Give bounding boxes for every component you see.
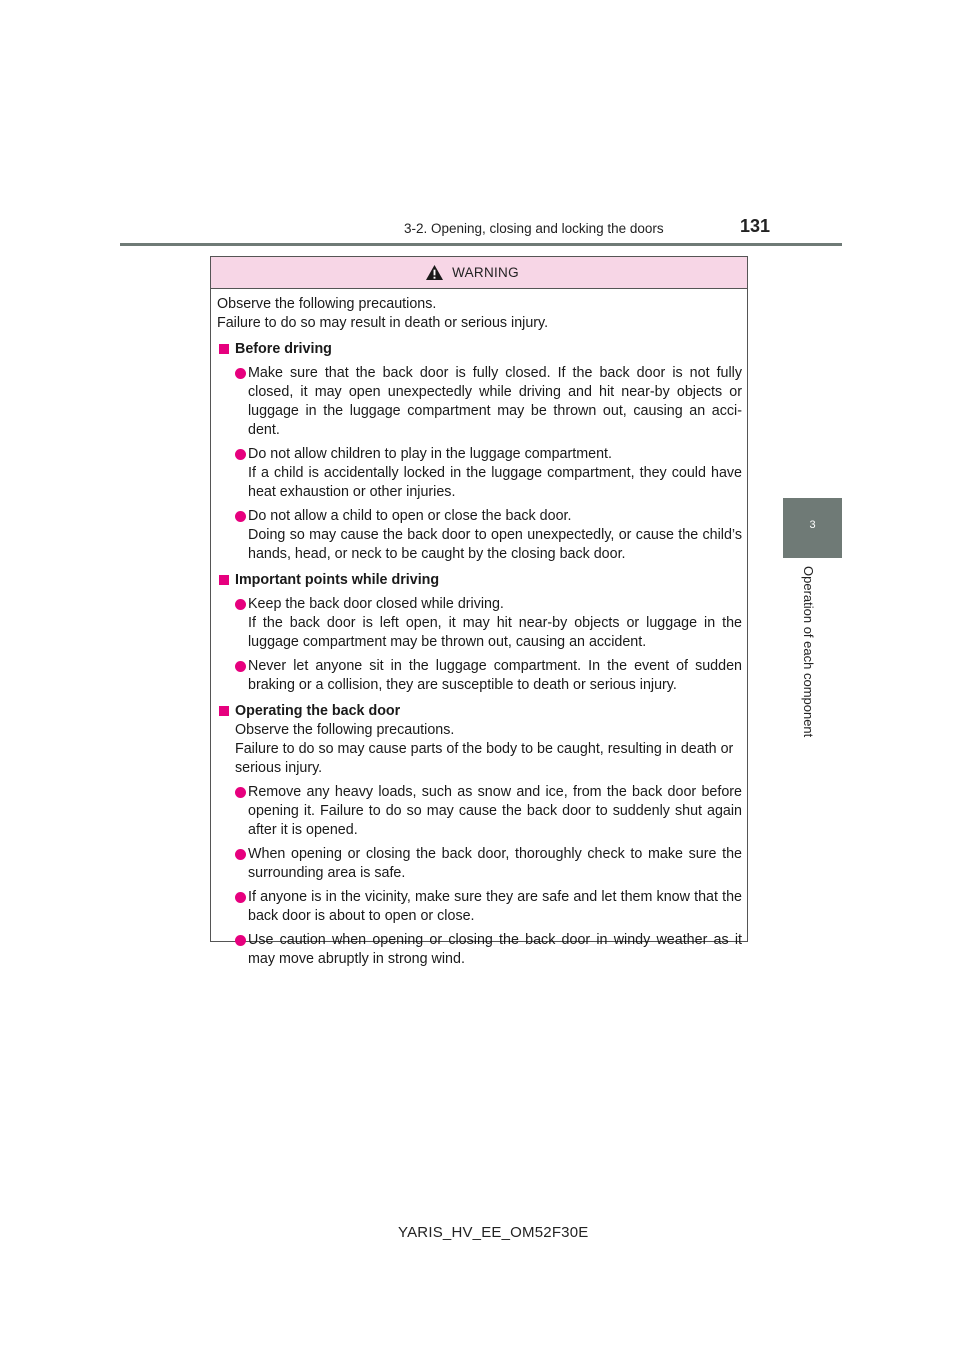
square-bullet-icon [219, 575, 229, 585]
circle-bullet-icon [235, 449, 246, 460]
section-title-text: Operating the back door [235, 703, 401, 719]
bullet-text: Do not allow a child to open or close the back door. Doing so may cause the back door to open unexpectedly, or cause the child’s hands, head, or neck to be caught by the closing back door. [248, 508, 742, 562]
warning-body [211, 289, 747, 969]
square-bullet-icon [219, 344, 229, 354]
intro-line: Failure to do so may result in death or serious injury. [217, 315, 549, 331]
bullet-text: Never let anyone sit in the luggage compartment. In the event of sudden braking or a collision, they are susceptible to death or serious injury. [248, 658, 742, 693]
bullet-text: Do not allow children to play in the luggage compartment. If a child is accidentally locked in the luggage compartment, they could have heat exhaustion or other injuries. [248, 446, 742, 500]
header-rule [120, 243, 842, 246]
bullet-text: Make sure that the back door is fully closed. If the back door is not fully closed, it may open unexpectedly while driving and hit near-by objects or luggage in the luggage compartment may be thrown out, causing an acci-dent. [248, 365, 742, 438]
bullet-item [217, 845, 742, 883]
document-code: YARIS_HV_EE_OM52F30E [398, 1224, 589, 1241]
page-header-section: 3-2. Opening, closing and locking the doors [404, 221, 664, 236]
section-text: Observe the following precautions. [235, 722, 455, 738]
warning-title: WARNING [452, 265, 519, 280]
bullet-item [217, 364, 742, 440]
chapter-title: Operation of each component [801, 566, 816, 738]
section-title-text: Before driving [235, 341, 332, 357]
section-title [217, 702, 742, 721]
circle-bullet-icon [235, 368, 246, 379]
bullet-text: If anyone is in the vicinity, make sure they are safe and let them know that the back door is about to open or close. [248, 889, 742, 924]
bullet-item [217, 595, 742, 652]
section-operating-back-door [217, 702, 742, 969]
section-text: Failure to do so may cause parts of the body to be caught, resulting in death or serious injury. [235, 741, 734, 776]
warning-box [210, 256, 748, 967]
bullet-item [217, 445, 742, 502]
page-number: 131 [740, 216, 771, 236]
bullet-text: Remove any heavy loads, such as snow and ice, from the back door before opening it. Failure to do so may cause the back door to suddenly shut again after it is opened. [248, 784, 742, 838]
bullet-text: Use caution when opening or closing the back door in windy weather as it may move abruptly in strong wind. [248, 932, 742, 967]
bullet-text: Keep the back door closed while driving. If the back door is left open, it may hit near-by objects or luggage in the luggage compartment may be thrown out, causing an accident. [248, 596, 742, 650]
circle-bullet-icon [235, 511, 246, 522]
section-before-driving [217, 340, 742, 564]
section-title [217, 571, 742, 590]
bullet-item [217, 783, 742, 840]
circle-bullet-icon [235, 935, 246, 946]
chapter-tab [783, 498, 842, 558]
section-title-text: Important points while driving [235, 572, 440, 588]
warning-triangle-icon [425, 264, 444, 281]
square-bullet-icon [219, 706, 229, 716]
circle-bullet-icon [235, 849, 246, 860]
bullet-text: When opening or closing the back door, thoroughly check to make sure the surrounding area is safe. [248, 846, 742, 881]
bullet-item [217, 931, 742, 969]
chapter-number: 3 [809, 519, 816, 531]
bullet-item [217, 507, 742, 564]
intro-line: Observe the following precautions. [217, 296, 437, 312]
section-title [217, 340, 742, 359]
circle-bullet-icon [235, 892, 246, 903]
circle-bullet-icon [235, 661, 246, 672]
bullet-item [217, 888, 742, 926]
circle-bullet-icon [235, 599, 246, 610]
bullet-item [217, 657, 742, 695]
warning-header [211, 257, 747, 289]
circle-bullet-icon [235, 787, 246, 798]
warning-intro [217, 295, 742, 333]
section-important-points [217, 571, 742, 695]
